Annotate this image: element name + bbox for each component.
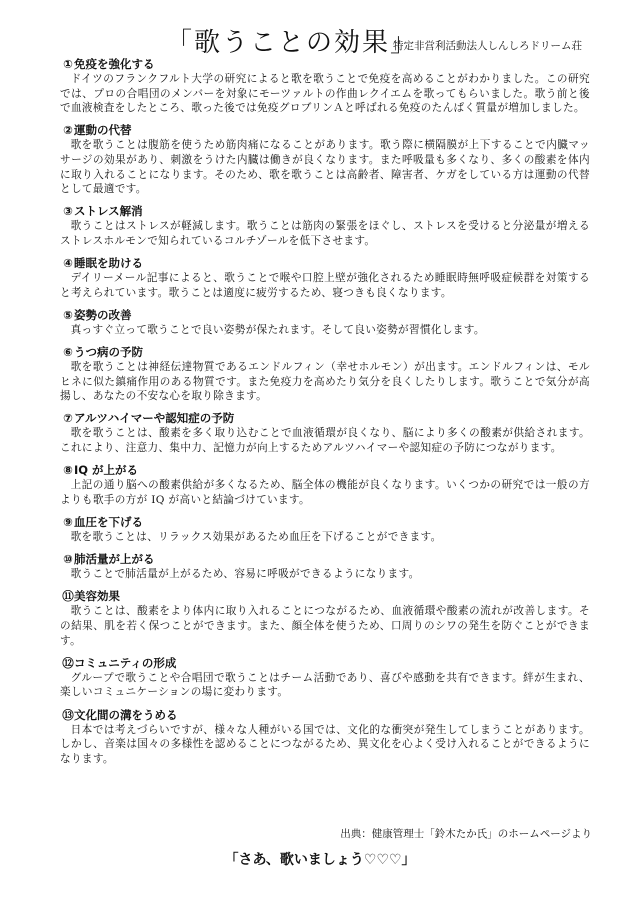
section-body: ドイツのフランクフルト大学の研究によると歌を歌うことで免疫を高めることがわかりました。この研究では、プロの合唱団のメンバーを対象にモーツァルトの作曲レクイエムを歌ってもらいました。歌う前と後で血液検査をしたところ、歌った後では免疫グロブリンＡと呼ばれる免疫のたんぱく質量が増加しました。: [60, 73, 590, 115]
section-heading-text: ストレス解消: [74, 204, 143, 219]
section-body: 真っすぐ立って歌うことで良い姿勢が保たれます。そして良い姿勢が習慣化します。: [70, 323, 485, 336]
section-number: ②: [63, 123, 73, 138]
effect-section: [60, 308, 590, 338]
section-number: ⑩: [63, 552, 73, 567]
section-heading-text: コミュニティの形成: [74, 655, 177, 670]
closing-message: 「さあ、歌いましょう♡♡♡」: [224, 852, 416, 868]
section-number: ⑪: [62, 589, 74, 604]
section-number: ⑫: [62, 655, 74, 670]
section-heading-text: 美容効果: [74, 589, 120, 604]
section-number: ⑧: [63, 463, 73, 478]
section-heading-text: アルツハイマーや認知症の予防: [74, 411, 235, 426]
organization-name: 特定非営利活動法人しんしろドリーム荘: [393, 40, 582, 52]
section-heading-text: うつ病の予防: [74, 345, 143, 360]
section-body: 歌うことは、酸素をより体内に取り入れることにつながるため、血液循環や酸素の流れが改善します。その結果、肌を若く保つことができます。また、顔全体を使うため、口周りのシワの発生を防ぐことができます。: [60, 605, 590, 647]
effect-section: [60, 345, 590, 404]
effect-section: [60, 515, 590, 545]
section-heading: [60, 656, 590, 671]
header: [0, 22, 640, 62]
effect-section: [60, 656, 590, 700]
section-number: ①: [63, 57, 73, 71]
section-heading: [60, 589, 590, 604]
section-heading: [60, 123, 590, 138]
section-heading: [60, 463, 590, 478]
section-heading-text: IQ が上がる: [74, 463, 139, 478]
section-body: 上記の通り脳への酸素供給が多くなるため、脳全体の機能が良くなります。いくつかの研究では一般の方よりも歌手の方が IQ が高いと結論づけています。: [60, 479, 590, 506]
section-heading: [60, 256, 590, 271]
section-number: ⑦: [63, 411, 73, 426]
effect-section: [60, 256, 590, 300]
effect-section: [60, 552, 590, 582]
section-heading: [60, 708, 590, 723]
effect-section: [60, 204, 590, 248]
section-heading: [60, 411, 590, 426]
section-heading-text: 文化間の溝をうめる: [74, 707, 178, 722]
section-heading-text: 姿勢の改善: [74, 307, 132, 322]
section-body: 日本では考えづらいですが、様々な人種がいる国では、文化的な衝突が発生してしまうことがあります。しかし、音楽は国々の多様性を認めることにつながるため、異文化を心よく受け入れることができるようになります。: [60, 723, 590, 765]
section-heading-text: 睡眠を助ける: [74, 256, 143, 271]
section-heading: [60, 552, 590, 567]
section-number: ③: [63, 204, 73, 219]
section-heading: [60, 308, 590, 323]
effect-section: [60, 463, 590, 507]
section-body: 歌うことで肺活量が上がるため、容易に呼吸ができるようになります。: [70, 568, 420, 581]
effect-section: [60, 589, 590, 648]
section-heading-text: 血圧を下げる: [74, 515, 143, 530]
section-body: 歌を歌うことは腹筋を使うため筋肉痛になることがあります。歌う際に横隔膜が上下することで内臓マッサージの効果があり、刺激をうけた内臓は働きが良くなります。また呼吸量も多くなり、多くの酸素を体内に取り入れることになります。そのため、歌を歌うことは高齢者、障害者、ケガをしている方は運動の代替として最適です。: [60, 139, 590, 196]
section-heading: [60, 204, 590, 219]
section-heading-text: 運動の代替: [74, 123, 132, 138]
section-heading: [60, 345, 590, 360]
section-body: デイリーメール記事によると、歌うことで喉や口腔上壁が強化されるため睡眠時無呼吸症候群を対策すると考えられています。歌うことは適度に疲労するため、寝つきも良くなります。: [60, 272, 590, 299]
sections-list: [60, 57, 590, 774]
section-body: グループで歌うことや合唱団で歌うことはチーム活動であり、喜びや感動を共有できます。絆が生まれ、楽しいコミュニケーションの場に変わります。: [60, 671, 590, 699]
section-heading-text: 肺活量が上がる: [74, 552, 155, 567]
effect-section: [60, 708, 590, 767]
section-number: ⑨: [63, 515, 73, 530]
effect-section: [60, 123, 590, 196]
document-title: 「歌うことの効果」: [166, 28, 419, 58]
section-number: ④: [63, 256, 73, 271]
section-body: 歌を歌うことは神経伝達物質であるエンドルフィン（幸せホルモン）が出ます。エンドルフィンは、モルヒネに似た鎮痛作用のある物質です。また免疫力を高めたり気分を良くしたりします。歌うことで気分が高揚し、あなたの不安な心を取り除きます。: [60, 361, 590, 403]
section-number: ⑬: [62, 707, 74, 722]
source-credit: 出典：健康管理士「鈴木たか氏」のホームページより: [340, 828, 592, 840]
section-body: 歌うことはストレスが軽減します。歌うことは筋肉の緊張をほぐし、ストレスを受けると分泌量が増えるストレスホルモンで知られているコルチゾールを低下させます。: [60, 220, 590, 247]
section-heading: [60, 515, 590, 530]
effect-section: [60, 57, 590, 116]
effect-section: [60, 411, 590, 455]
section-number: ⑥: [63, 345, 73, 360]
section-body: 歌を歌うことは、リラックス効果があるため血圧を下げることができます。: [70, 531, 442, 544]
section-heading: [60, 57, 590, 72]
section-heading-text: 免疫を強化する: [74, 57, 155, 71]
section-body: 歌を歌うことは、酸素を多く取り込むことで血液循環が良くなり、脳により多くの酸素が供給されます。これにより、注意力、集中力、記憶力が向上するためアルツハイマーや認知症の予防につながります。: [60, 427, 590, 455]
section-number: ⑤: [63, 307, 73, 322]
